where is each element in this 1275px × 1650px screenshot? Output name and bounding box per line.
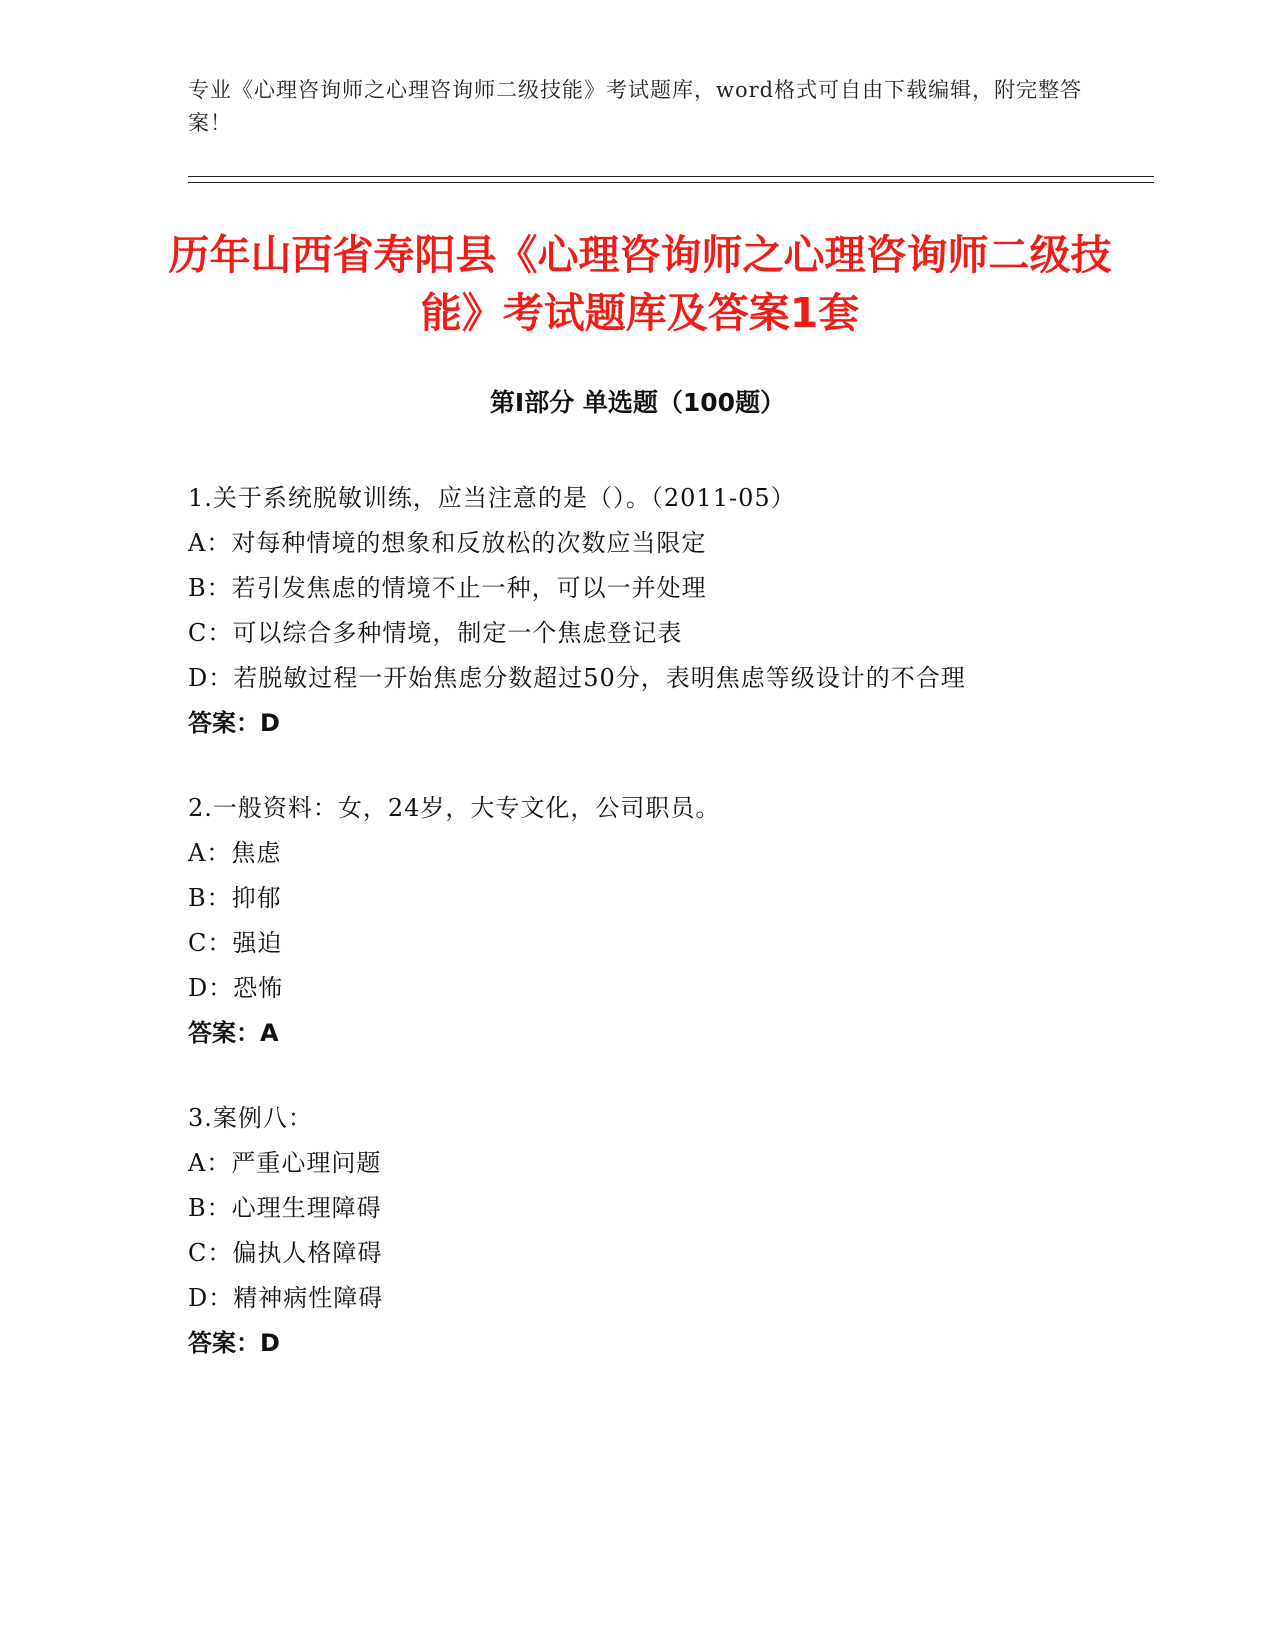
option-d: D：恐怖 — [188, 974, 284, 1002]
question-stem: 3.案例八： — [188, 1104, 313, 1132]
option-c: C：可以综合多种情境，制定一个焦虑登记表 — [188, 619, 683, 647]
option-a: A：对每种情境的想象和反放松的次数应当限定 — [188, 529, 707, 557]
option-c: C：偏执人格障碍 — [188, 1239, 383, 1267]
answer-line: 答案：D — [188, 709, 280, 737]
header-rule-bottom — [188, 182, 1154, 183]
question-stem: 2.一般资料：女，24岁，大专文化，公司职员。 — [188, 794, 721, 822]
option-b: B：抑郁 — [188, 884, 282, 912]
question-stem: 1.关于系统脱敏训练，应当注意的是（）。（2011-05） — [188, 484, 796, 512]
option-c: C：强迫 — [188, 929, 283, 957]
answer-line: 答案：A — [188, 1019, 279, 1047]
option-b: B：若引发焦虑的情境不止一种，可以一并处理 — [188, 574, 707, 602]
option-a: A：焦虑 — [188, 839, 282, 867]
question-3 — [188, 1096, 1068, 1366]
header-rule-top — [188, 176, 1154, 177]
section-heading: 第I部分 单选题（100题） — [489, 388, 786, 417]
option-d: D：若脱敏过程一开始焦虑分数超过50分，表明焦虑等级设计的不合理 — [188, 664, 966, 692]
question-1 — [188, 476, 1068, 746]
question-list — [188, 476, 1068, 1406]
option-d: D：精神病性障碍 — [188, 1284, 384, 1312]
question-2 — [188, 786, 1068, 1056]
option-b: B：心理生理障碍 — [188, 1194, 382, 1222]
document-title: 历年山西省寿阳县《心理咨询师之心理咨询师二级技能》考试题库及答案1套 — [168, 231, 1112, 337]
option-a: A：严重心理问题 — [188, 1149, 382, 1177]
header-note: 专业《心理咨询师之心理咨询师二级技能》考试题库，word格式可自由下载编辑，附完整答案！ — [188, 78, 1083, 135]
answer-line: 答案：D — [188, 1329, 280, 1357]
